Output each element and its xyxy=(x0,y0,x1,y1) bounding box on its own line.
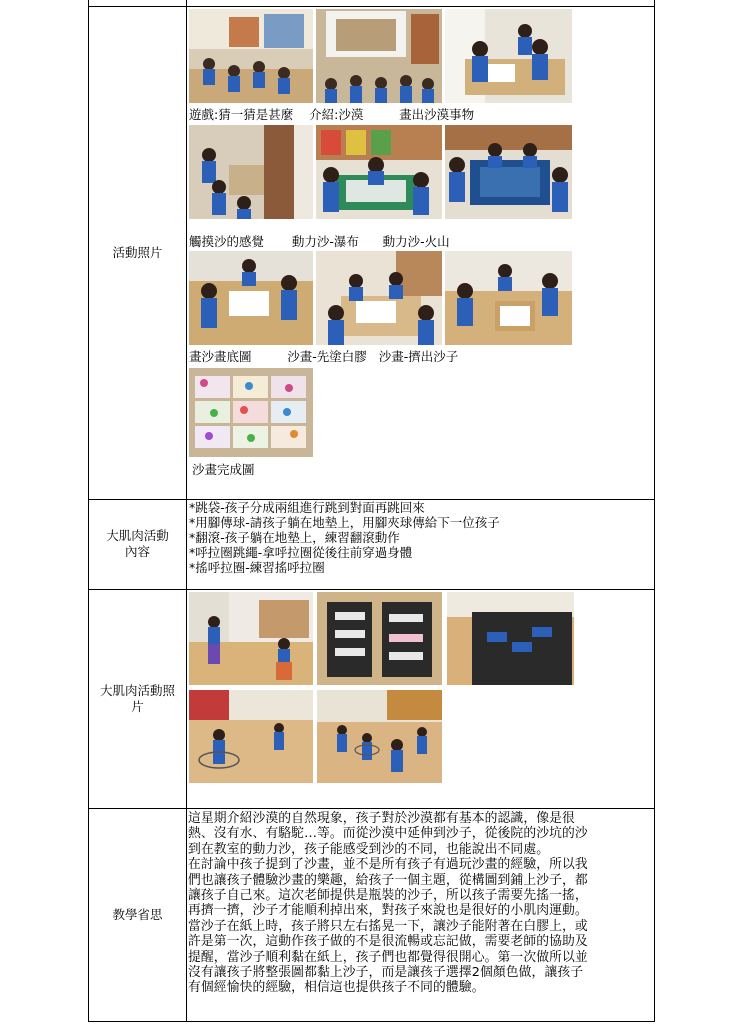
gross-motor-photos-label xyxy=(89,589,186,808)
photo-sand-art-base-drawing xyxy=(189,251,313,345)
gross-motor-item: *用腳傳球-請孩子躺在地墊上，用腳夾球傳給下一位孩子 xyxy=(189,515,500,530)
reflection-line: 這星期介紹沙漠的自然現象，孩子對於沙漠都有基本的認識，像是很 xyxy=(188,811,575,826)
gross-motor-item: *翻滾-孩子躺在地墊上，練習翻滾動作 xyxy=(189,530,400,545)
gross-motor-content-label xyxy=(89,499,186,589)
reflection-line: 在討論中孩子提到了沙畫，並不是所有孩子有過玩沙畫的經驗，所以我 xyxy=(188,857,588,873)
gross-motor-item: *搖呼拉圈-練習搖呼拉圈 xyxy=(189,560,325,575)
photo-sand-art-squeeze-sand xyxy=(445,251,572,345)
activity-photos-label xyxy=(89,6,186,499)
teaching-reflection-text xyxy=(188,811,654,996)
reflection-line: 當沙子在紙上時，孩子將只左右搖晃一下，讓沙子能附著在白膠上，或 xyxy=(188,918,588,934)
reflection-line: 到在教室的動力沙，孩子能感受到沙的不同，也能說出不同處。 xyxy=(188,841,550,857)
photo-hula-hoop-jump-rope xyxy=(189,690,313,783)
caption-row1: 遊戲:猜一猜是甚麼 介紹:沙漠 畫出沙漠事物 xyxy=(189,107,475,122)
photo-kinetic-sand-waterfall xyxy=(316,125,442,219)
gross-motor-item: *呼拉圈跳繩-拿呼拉圈從後往前穿過身體 xyxy=(189,545,413,560)
photo-sand-art-white-glue xyxy=(316,251,442,345)
photo-guessing-game xyxy=(189,9,313,103)
reflection-line: 熱、沒有水、有駱駝…等。而從沙漠中延伸到沙子，從後院的沙坑的沙 xyxy=(188,826,588,842)
column-divider xyxy=(186,0,187,1022)
caption-row3: 畫沙畫底圖 沙畫-先塗白膠 沙畫-擠出沙子 xyxy=(189,349,459,364)
reflection-line: 再擠一擠，沙子才能順利掉出來，對孩子來說也是很好的小肌肉運動。 xyxy=(188,903,588,919)
photo-touching-sand xyxy=(189,125,313,219)
gross-motor-content-label-line1: 大肌肉活動 xyxy=(106,528,169,543)
reflection-line: 提醒，當沙子順利黏在紙上，孩子們也都覺得很開心。第一次做所以並 xyxy=(188,949,588,965)
teaching-reflection-label-text: 教學省思 xyxy=(112,906,163,922)
gross-motor-content-list xyxy=(189,500,652,575)
gross-motor-content-label-line2: 內容 xyxy=(124,544,150,559)
photo-desert-intro xyxy=(316,9,442,103)
photo-sack-race xyxy=(189,592,313,685)
photo-drawing-desert xyxy=(445,9,572,103)
reflection-line: 們也讓孩子體驗沙畫的樂趣，給孩子一個主題，從構圖到鋪上沙子，都 xyxy=(188,872,588,888)
gross-motor-photos-label-line1: 大肌肉活動照 xyxy=(99,682,175,698)
photo-rolling xyxy=(447,592,574,685)
photo-kinetic-sand-volcano xyxy=(445,125,572,219)
reflection-line: 讓孩子自己來。這次老師提供是瓶裝的沙子，所以孩子需要先搖一搖， xyxy=(188,888,588,904)
reflection-line: 許是第一次，這動作孩子做的不是很流暢或忘記做，需要老師的協助及 xyxy=(188,934,588,950)
gross-motor-item: *跳袋-孩子分成兩組進行跳到對面再跳回來 xyxy=(189,500,425,515)
table-bottom-border xyxy=(88,1021,655,1022)
photo-foot-ball-pass xyxy=(317,592,442,685)
activity-photos-label-text: 活動照片 xyxy=(112,244,163,260)
caption-row2: 觸摸沙的感覺 動力沙-瀑布 動力沙-火山 xyxy=(189,234,450,249)
table-right-border xyxy=(654,0,655,1022)
photo-sand-art-finished xyxy=(189,368,313,457)
teaching-reflection-label xyxy=(89,808,186,1021)
reflection-line: 有個經愉快的經驗，相信這也提供孩子不同的體驗。 xyxy=(188,980,485,996)
reflection-line: 沒有讓孩子將整張圖都黏上沙子，而是讓孩子選擇2個顏色做，讓孩子 xyxy=(188,965,584,981)
caption-row4: 沙畫完成圖 xyxy=(192,462,255,477)
gross-motor-photos-label-line2: 片 xyxy=(131,698,144,714)
photo-hula-hoop-spin xyxy=(317,690,442,783)
